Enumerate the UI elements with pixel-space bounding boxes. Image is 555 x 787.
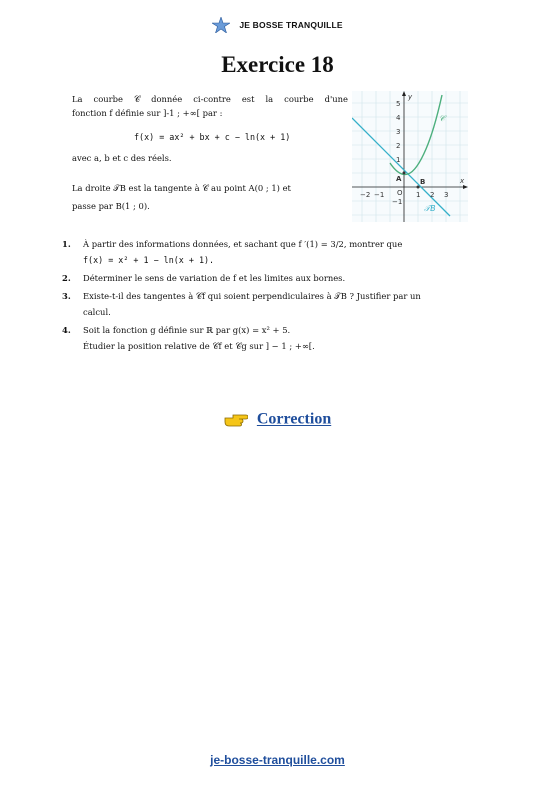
site-header: [0, 14, 555, 33]
question-4: [57, 322, 497, 354]
point-b: [417, 186, 420, 189]
curve-label: 𝒞: [439, 114, 445, 123]
question-text-2: f(x) = x² + 1 − ln(x + 1).: [83, 255, 215, 265]
function-graph: [352, 91, 468, 222]
intro-line-2: fonction f définie sur ]-1 ; +∞[ par :: [72, 108, 223, 118]
y-tick-4: 4: [396, 114, 401, 122]
x-tick-5: 3: [444, 191, 449, 199]
y-axis-label: y: [408, 93, 413, 101]
origin-label: O: [397, 189, 403, 197]
question-2: [57, 270, 497, 286]
correction-link[interactable]: Correction: [256, 410, 332, 428]
x-axis-label: x: [460, 177, 465, 185]
question-list: [57, 236, 497, 356]
star-logo-icon: [212, 17, 230, 33]
question-number: 1.: [62, 239, 71, 249]
function-formula: f(x) = ax² + bx + c − ln(x + 1): [134, 132, 291, 142]
y-tick-2: 2: [396, 142, 401, 150]
intro-line-4: La droite 𝒯B est la tangente à 𝒞 au point A(0 ; 1) et: [72, 183, 291, 193]
correction-section: [0, 409, 555, 429]
question-number: 2.: [62, 273, 71, 283]
y-tick-3: 3: [396, 128, 401, 136]
brand-name: JE BOSSE TRANQUILLE: [239, 19, 343, 30]
point-a-label: A: [396, 175, 402, 183]
pointing-hand-icon: [224, 412, 248, 428]
tangent-label: 𝒯B: [424, 204, 436, 213]
question-text: Existe-t-il des tangentes à 𝒞f qui soient perpendiculaires à 𝒯B ? Justifier par un: [83, 291, 421, 301]
page-title: Exercice 18: [221, 52, 334, 77]
question-3: [57, 288, 497, 320]
question-number: 3.: [62, 291, 71, 301]
intro-line-5: passe par B(1 ; 0).: [72, 201, 150, 211]
y-tick-5: 5: [396, 100, 401, 108]
point-b-label: B: [420, 178, 426, 186]
x-tick-1: −2: [360, 191, 371, 199]
point-a: [403, 172, 406, 175]
intro-line-1: La courbe 𝒞 donnée ci-contre est la courbe d'une: [72, 94, 348, 104]
y-tick-1: 1: [396, 156, 401, 164]
question-text: Soit la fonction g définie sur ℝ par g(x) = x² + 5.: [83, 325, 291, 335]
intro-line-3: avec a, b et c des réels.: [72, 153, 172, 163]
x-tick-3: 1: [416, 191, 421, 199]
question-number: 4.: [62, 325, 71, 335]
question-text-2: Étudier la position relative de 𝒞f et 𝒞g sur ] − 1 ; +∞[.: [83, 341, 315, 351]
site-footer: [0, 749, 555, 768]
question-text: À partir des informations données, et sachant que f ′(1) = 3/2, montrer que: [83, 239, 403, 249]
y-tick-minus1: −1: [392, 198, 403, 206]
x-tick-4: 2: [430, 191, 435, 199]
site-link[interactable]: je-bosse-tranquille.com: [210, 753, 345, 767]
x-tick-2: −1: [374, 191, 385, 199]
question-text-2: calcul.: [83, 307, 111, 317]
question-text: Déterminer le sens de variation de f et les limites aux bornes.: [83, 273, 346, 283]
question-1: [57, 236, 497, 268]
